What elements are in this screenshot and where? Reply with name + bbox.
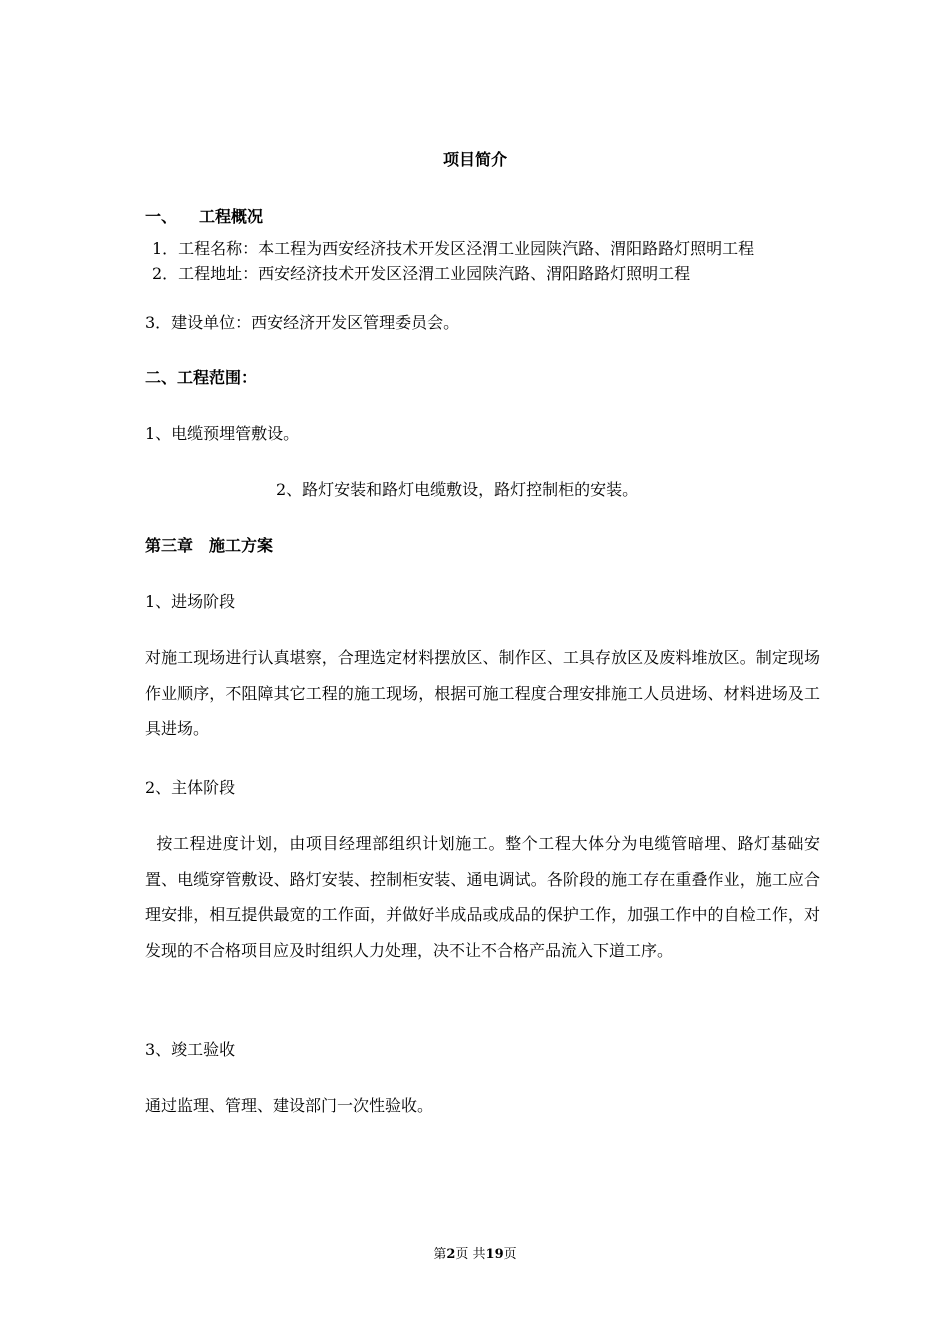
section2-item-cable-conduit: 1、电缆预埋管敷设。 [145,424,300,443]
page-footer [0,1247,950,1263]
stage2-paragraph: 按工程进度计划，由项目经理部组织计划施工。整个工程大体分为电缆管暗埋、路灯基础安置、电缆穿管敷设、路灯安装、控制柜安装、通电调试。各阶段的施工存在重叠作业，施工应合理安排，相互提供最宽的工作面，并做好半成品或成品的保护工作，加强工作中的自检工作，对发现的不合格项目应及时组织人力处理，决不让不合格产品流入下道工序。 [145,834,820,960]
footer-suffix: 页 [503,1247,517,1262]
footer-prefix: 第 [433,1247,447,1262]
footer-page-number: 2 [446,1247,456,1262]
section2-heading: 二、工程范围： [145,368,258,387]
section1-heading-text: 工程概况 [199,207,264,226]
section2-item-lamp-installation: 2、路灯安装和路灯电缆敷设，路灯控制柜的安装。 [276,480,639,499]
stage1-paragraph: 对施工现场进行认真堪察，合理选定材料摆放区、制作区、工具存放区及废料堆放区。制定现场作业顺序，不阻障其它工程的施工现场，根据可施工程度合理安排施工人员进场、材料进场及工具进场。 [145,648,820,738]
chapter3-heading: 第三章 施工方案 [145,536,274,555]
footer-total-pages: 19 [485,1247,504,1262]
section1-item-owner: 3．建设单位：西安经济开发区管理委员会。 [145,313,460,332]
stage1-title: 1、进场阶段 [145,592,236,611]
footer-middle: 页 共 [455,1247,486,1262]
stage3-title: 3、竣工验收 [145,1040,236,1059]
section1-item-project-name: 1．工程名称：本工程为西安经济技术开发区泾渭工业园陕汽路、渭阳路路灯照明工程 [152,239,755,258]
section1-heading [145,207,263,227]
page-title: 项目简介 [442,150,507,169]
section1-heading-number: 一、 [145,207,178,226]
section1-item-project-address: 2．工程地址：西安经济技术开发区泾渭工业园陕汽路、渭阳路路灯照明工程 [152,264,691,283]
stage2-title: 2、主体阶段 [145,778,236,797]
stage3-paragraph: 通过监理、管理、建设部门一次性验收。 [145,1096,434,1115]
